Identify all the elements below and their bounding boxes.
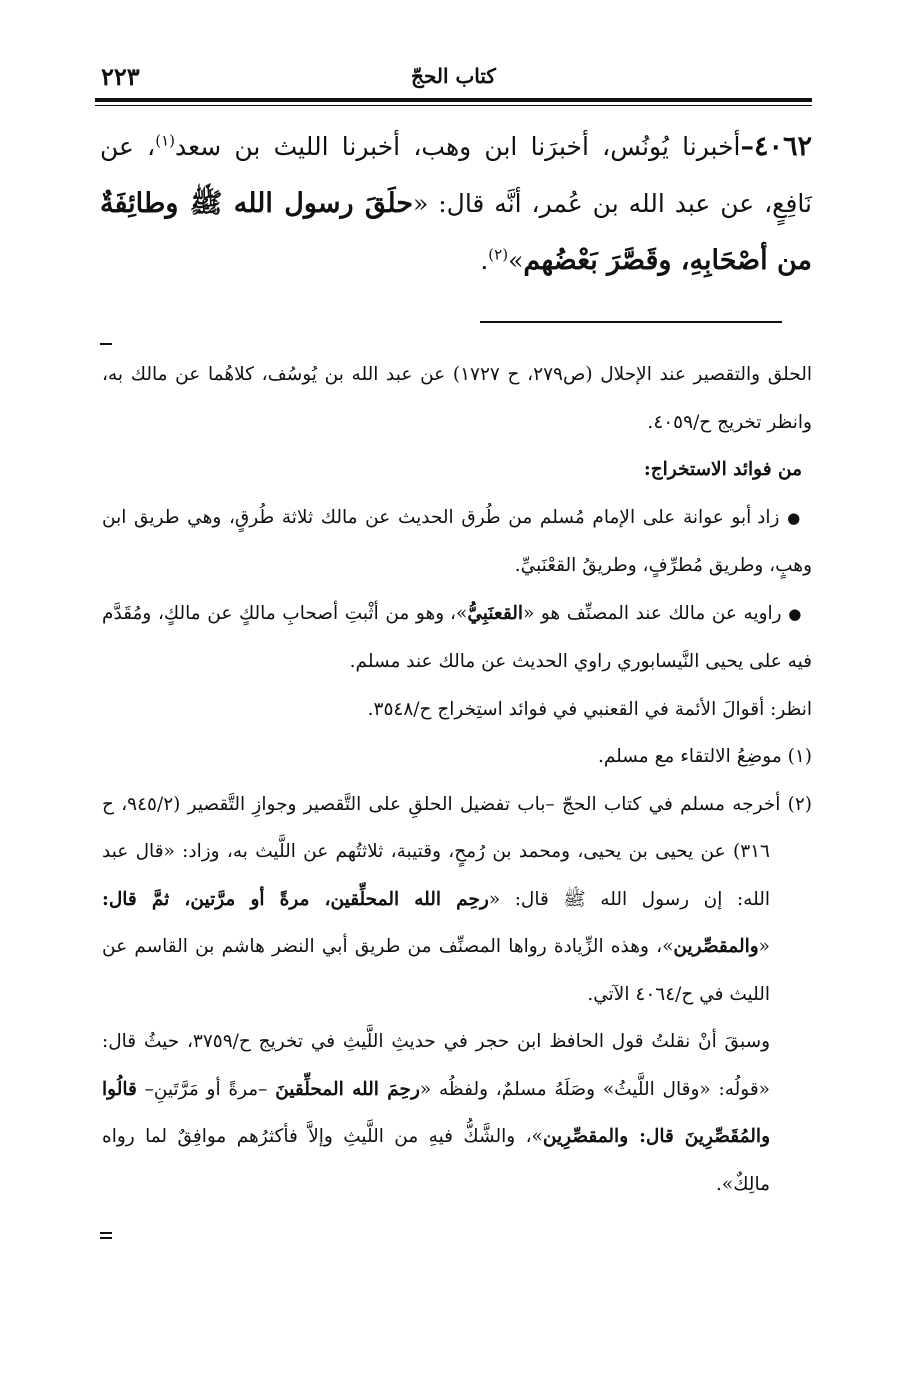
footnote-2 — [102, 781, 812, 1019]
continuation-mark — [100, 343, 112, 345]
footnote-1-text: موضِعُ الالتقاء مع مسلم. — [597, 746, 782, 767]
footnotes-area — [102, 351, 812, 1208]
hadith-matn: حلَقَ رسول الله ﷺ وطائِفَةٌ من أصْحَابِهِ، وقَصَّرَ بَعْضُهم — [100, 188, 812, 276]
isnad-part2: ، عن نَافِعٍ، عن عبد الله بن عُمر، أنَّه قال: « — [100, 132, 812, 218]
footnote-ref-1: (١) — [155, 131, 176, 150]
benefit-item-2 — [102, 590, 812, 686]
end-mark-2 — [100, 1237, 112, 1239]
footnote-2-paragraph-2 — [102, 1018, 812, 1208]
footnote-2-p2-bold-a: رحِمَ الله المحلِّقينَ — [275, 1078, 420, 1100]
hadith-number: ٤٠٦٢ — [753, 131, 812, 162]
footnote-2-part-a: أخرجه مسلم في كتاب الحجّ –باب تفضيل الحلقِ على التَّقصير وجوازِ التَّقصير (٩٤٥/٢، ح ٣١٦) عن يحيى بن يحيى، ومحمد بن رُمحٍ، وقتيبة، ثلاثتُهم عن اللَّيث به، وزاد: «قال عبد الله: إن رسول الله ﷺ قال: « — [102, 793, 781, 910]
footnote-2-part-c: »، وهذه الزِّيادة رواها المصنِّف من طريق أبي النضر هاشم بن القاسم عن الليث في ح/٤٠٦٤ الآتي. — [102, 936, 770, 1005]
header-rule-thick — [95, 98, 812, 102]
benefit-item-2-before: راويه عن مالك عند المصنِّف هو « — [522, 602, 782, 624]
footnote-2-marker: (٢) — [787, 793, 812, 815]
footnote-1-marker: (١) — [787, 746, 812, 767]
footnote-1 — [102, 733, 812, 781]
footnote-separator — [480, 321, 782, 323]
matn-close-quote: » — [508, 246, 524, 275]
footnote-2-part-b: « — [758, 936, 770, 957]
footnote-2-bold-b: والمقصِّرين — [673, 936, 759, 957]
continued-note: الحلق والتقصير عند الإحلال (ص٢٧٩، ح ١٧٢٧) عن عبد الله بن يُوسُف، كلاهُما عن مالك به، وانظر تخريج ح/٤٠٥٩. — [102, 364, 812, 433]
end-mark-1 — [100, 1232, 112, 1234]
running-header — [95, 62, 812, 98]
hadith-text — [100, 118, 812, 289]
footnote-2-p2-b: –مرةً أو مَرَّتَينِ– — [136, 1078, 276, 1100]
benefit-item-2-after: »، وهو من أثْبتِ أصحابِ مالكٍ عن مالكٍ، ومُقَدَّم فيه على يحيى النَّيسابوري راوي الحديث عن مالك عند مسلم. — [102, 602, 812, 672]
hadith-dash: – — [740, 131, 754, 162]
footnote-2-p2-bold-b: قالُوا والمُقَصِّرِينَ قال: والمقصِّرِين — [102, 1078, 771, 1147]
benefit-item-1-text: زاد أبو عوانة على الإمام مُسلم من طُرق الحديث عن مالك ثلاثة طُرقٍ، وهي طريق ابن وهبٍ، وطريق مُطرِّفٍ، وطريقُ القعْنَبيِّ. — [102, 506, 812, 576]
header-rule-thin — [95, 105, 812, 106]
footnote-2-p2-a: وسبقَ أنْ نقلتُ قول الحافظ ابن حجر في حديثِ اللَّيثِ في تخريج ح/٣٧٥٩، حيثُ قال: «قولُه: «وقال اللَّيثُ» وصَلَهُ مسلمٌ، ولفظُه « — [102, 1031, 771, 1100]
page-number: ٢٢٣ — [101, 62, 140, 91]
benefits-heading: من فوائد الاستخراج: — [643, 459, 802, 480]
isnad-part1: أخبرنا يُونُس، أخبرَنا ابن وهب، أخبرنا الليث بن سعد — [175, 132, 741, 161]
benefit-item-2-bold: القعنَبِيُّ — [467, 602, 523, 624]
footnote-2-p2-c: »، والشَّكُّ فيهِ من اللَّيثِ وإلاَّ فأكثرُهم موافِقٌ لما رواه مالِكٌ». — [102, 1126, 770, 1195]
footnote-ref-2: (٢) — [488, 245, 509, 264]
bullet-icon: ● — [788, 604, 802, 623]
benefits-see-also: انظر: أقوالَ الأئمة في القعنبي في فوائد استِخراج ح/٣٥٤٨. — [367, 698, 812, 720]
bullet-icon: ● — [787, 508, 802, 527]
footnote-2-bold-a: رحِم الله المحلِّقين، مرةً أو مرَّتين، ثمَّ قال: — [102, 888, 489, 910]
hadith-end: . — [480, 246, 489, 275]
book-title: كتاب الحجّ — [411, 64, 496, 88]
benefit-item-1 — [102, 494, 812, 590]
